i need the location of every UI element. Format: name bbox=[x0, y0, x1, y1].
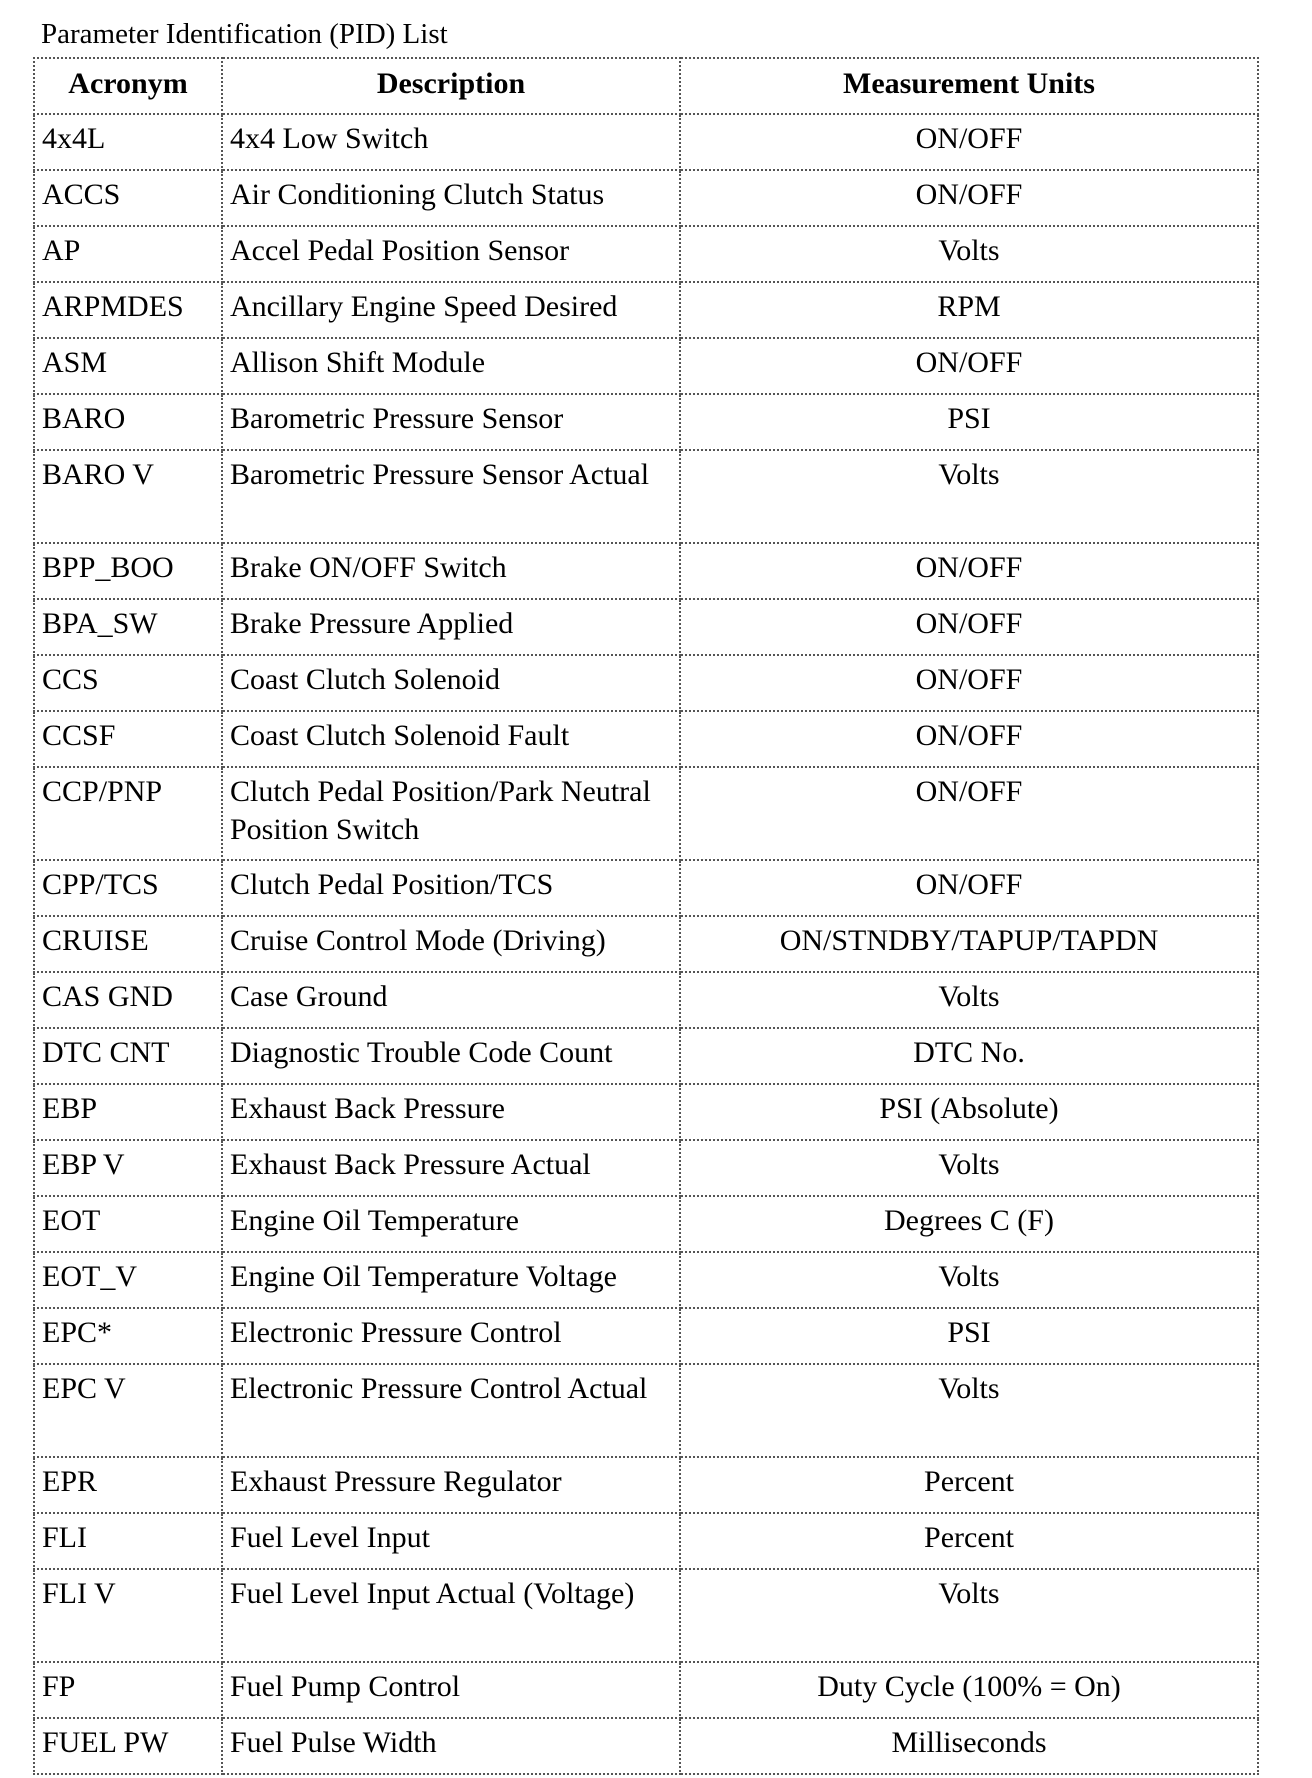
table-row bbox=[34, 226, 1258, 282]
units-cell: Volts bbox=[680, 1252, 1258, 1308]
description-cell: Coast Clutch Solenoid bbox=[222, 655, 680, 711]
acronym-cell: CCS bbox=[34, 655, 222, 711]
header-acronym: Acronym bbox=[34, 58, 222, 114]
description-cell: Barometric Pressure Sensor Actual bbox=[222, 450, 680, 543]
description-cell: Electronic Pressure Control Actual bbox=[222, 1364, 680, 1457]
acronym-cell: CCSF bbox=[34, 711, 222, 767]
acronym-cell: BPP_BOO bbox=[34, 543, 222, 599]
acronym-cell: EPC* bbox=[34, 1308, 222, 1364]
description-cell: Fuel Pump Control bbox=[222, 1662, 680, 1718]
acronym-cell: CPP/TCS bbox=[34, 860, 222, 916]
acronym-cell: BPA_SW bbox=[34, 599, 222, 655]
table-row bbox=[34, 1513, 1258, 1569]
description-cell: Engine Oil Temperature bbox=[222, 1196, 680, 1252]
description-cell: Coast Clutch Solenoid Fault bbox=[222, 711, 680, 767]
units-cell: Duty Cycle (100% = On) bbox=[680, 1662, 1258, 1718]
table-row bbox=[34, 916, 1258, 972]
description-cell: Case Ground bbox=[222, 972, 680, 1028]
header-description: Description bbox=[222, 58, 680, 114]
units-cell: ON/OFF bbox=[680, 599, 1258, 655]
units-cell: ON/STNDBY/TAPUP/TAPDN bbox=[680, 916, 1258, 972]
units-cell: Volts bbox=[680, 1140, 1258, 1196]
table-row bbox=[34, 972, 1258, 1028]
units-cell: Volts bbox=[680, 1569, 1258, 1662]
description-cell: Exhaust Back Pressure bbox=[222, 1084, 680, 1140]
units-cell: PSI bbox=[680, 1308, 1258, 1364]
acronym-cell: DTC CNT bbox=[34, 1028, 222, 1084]
acronym-cell: BARO V bbox=[34, 450, 222, 543]
units-cell: ON/OFF bbox=[680, 711, 1258, 767]
description-cell: Clutch Pedal Position/Park Neutral Position Switch bbox=[222, 767, 680, 860]
units-cell: Degrees C (F) bbox=[680, 1196, 1258, 1252]
acronym-cell: EBP bbox=[34, 1084, 222, 1140]
units-cell: PSI (Absolute) bbox=[680, 1084, 1258, 1140]
description-cell: Accel Pedal Position Sensor bbox=[222, 226, 680, 282]
table-row bbox=[34, 1028, 1258, 1084]
description-cell: Electronic Pressure Control bbox=[222, 1308, 680, 1364]
table-row bbox=[34, 1364, 1258, 1457]
units-cell: Percent bbox=[680, 1457, 1258, 1513]
description-cell: Fuel Level Input bbox=[222, 1513, 680, 1569]
description-cell: Clutch Pedal Position/TCS bbox=[222, 860, 680, 916]
units-cell: Volts bbox=[680, 972, 1258, 1028]
acronym-cell: EOT bbox=[34, 1196, 222, 1252]
description-cell: 4x4 Low Switch bbox=[222, 114, 680, 170]
units-cell: ON/OFF bbox=[680, 543, 1258, 599]
acronym-cell: FUEL PW bbox=[34, 1718, 222, 1774]
table-row bbox=[34, 1252, 1258, 1308]
acronym-cell: ACCS bbox=[34, 170, 222, 226]
acronym-cell: CCP/PNP bbox=[34, 767, 222, 860]
acronym-cell: CRUISE bbox=[34, 916, 222, 972]
table-row bbox=[34, 450, 1258, 543]
acronym-cell: 4x4L bbox=[34, 114, 222, 170]
units-cell: ON/OFF bbox=[680, 767, 1258, 860]
units-cell: DTC No. bbox=[680, 1028, 1258, 1084]
table-row bbox=[34, 543, 1258, 599]
table-row bbox=[34, 338, 1258, 394]
description-cell: Air Conditioning Clutch Status bbox=[222, 170, 680, 226]
units-cell: PSI bbox=[680, 394, 1258, 450]
header-measurement-units: Measurement Units bbox=[680, 58, 1258, 114]
units-cell: ON/OFF bbox=[680, 338, 1258, 394]
acronym-cell: EPR bbox=[34, 1457, 222, 1513]
acronym-cell: FP bbox=[34, 1662, 222, 1718]
pid-table bbox=[33, 57, 1259, 1775]
table-caption: Parameter Identification (PID) List bbox=[41, 18, 448, 50]
description-cell: Fuel Pulse Width bbox=[222, 1718, 680, 1774]
acronym-cell: EPC V bbox=[34, 1364, 222, 1457]
description-cell: Exhaust Back Pressure Actual bbox=[222, 1140, 680, 1196]
table-row bbox=[34, 114, 1258, 170]
acronym-cell: BARO bbox=[34, 394, 222, 450]
table-row bbox=[34, 1196, 1258, 1252]
acronym-cell: FLI V bbox=[34, 1569, 222, 1662]
units-cell: Volts bbox=[680, 450, 1258, 543]
table-row bbox=[34, 655, 1258, 711]
units-cell: RPM bbox=[680, 282, 1258, 338]
table-row bbox=[34, 1308, 1258, 1364]
units-cell: Volts bbox=[680, 1364, 1258, 1457]
description-cell: Ancillary Engine Speed Desired bbox=[222, 282, 680, 338]
acronym-cell: EOT_V bbox=[34, 1252, 222, 1308]
table-row bbox=[34, 1718, 1258, 1774]
table-row bbox=[34, 394, 1258, 450]
table-row bbox=[34, 1140, 1258, 1196]
units-cell: ON/OFF bbox=[680, 114, 1258, 170]
table-row bbox=[34, 1569, 1258, 1662]
description-cell: Exhaust Pressure Regulator bbox=[222, 1457, 680, 1513]
table-row bbox=[34, 282, 1258, 338]
description-cell: Cruise Control Mode (Driving) bbox=[222, 916, 680, 972]
table-row bbox=[34, 170, 1258, 226]
units-cell: Volts bbox=[680, 226, 1258, 282]
units-cell: Milliseconds bbox=[680, 1718, 1258, 1774]
table-row bbox=[34, 1457, 1258, 1513]
table-row bbox=[34, 767, 1258, 860]
acronym-cell: EBP V bbox=[34, 1140, 222, 1196]
acronym-cell: ARPMDES bbox=[34, 282, 222, 338]
description-cell: Brake Pressure Applied bbox=[222, 599, 680, 655]
description-cell: Barometric Pressure Sensor bbox=[222, 394, 680, 450]
acronym-cell: AP bbox=[34, 226, 222, 282]
units-cell: ON/OFF bbox=[680, 860, 1258, 916]
units-cell: Percent bbox=[680, 1513, 1258, 1569]
description-cell: Brake ON/OFF Switch bbox=[222, 543, 680, 599]
table-row bbox=[34, 860, 1258, 916]
table-row bbox=[34, 1084, 1258, 1140]
table-row bbox=[34, 1662, 1258, 1718]
table-row bbox=[34, 599, 1258, 655]
description-cell: Engine Oil Temperature Voltage bbox=[222, 1252, 680, 1308]
acronym-cell: FLI bbox=[34, 1513, 222, 1569]
description-cell: Allison Shift Module bbox=[222, 338, 680, 394]
acronym-cell: CAS GND bbox=[34, 972, 222, 1028]
units-cell: ON/OFF bbox=[680, 170, 1258, 226]
description-cell: Fuel Level Input Actual (Voltage) bbox=[222, 1569, 680, 1662]
header-row bbox=[34, 58, 1258, 114]
table-row bbox=[34, 711, 1258, 767]
acronym-cell: ASM bbox=[34, 338, 222, 394]
description-cell: Diagnostic Trouble Code Count bbox=[222, 1028, 680, 1084]
units-cell: ON/OFF bbox=[680, 655, 1258, 711]
